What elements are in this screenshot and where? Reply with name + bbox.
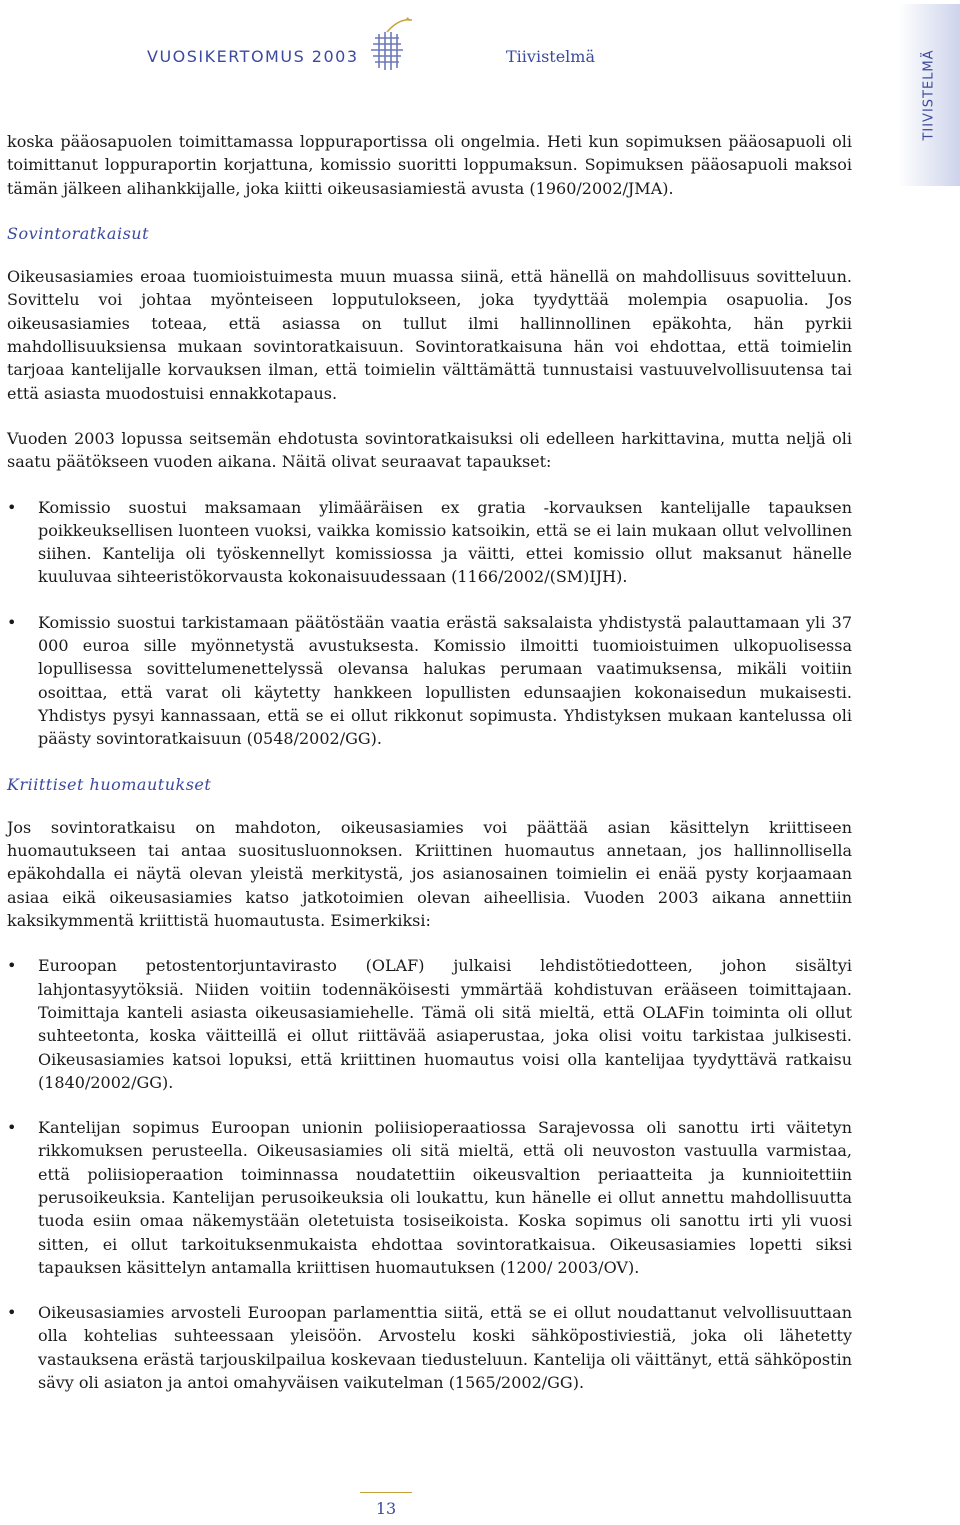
- critical-remarks-list: [7, 954, 852, 1394]
- bullet-icon: •: [7, 1118, 17, 1138]
- list-item: [7, 954, 852, 1094]
- ombudsman-logo-icon: [365, 14, 425, 76]
- bullet-icon: •: [7, 956, 17, 976]
- section-name: Tiivistelmä: [506, 47, 595, 66]
- list-item-text: Oikeusasiamies arvosteli Euroopan parlamenttia siitä, että se ei ollut noudattanut velvollisuuttaan olla kohtelias suhteessaan yleisöön. Arvostelu koski sähköpostiviestiä, joka oli lähetetty vastauksena erästä tarjouskilpailua koskevaan tiedusteluun. Kantelija oli väittänyt, että sähköpostin sävy oli asiaton ja antoi omahyväisen vaikutelman (1565/2002/GG).: [38, 1303, 852, 1393]
- bullet-icon: •: [7, 612, 17, 632]
- paragraph-continuation: koska pääosapuolen toimittamassa loppuraportissa oli ongelmia. Heti kun sopimuksen pääosapuoli oli toimittanut loppuraportin korjattuna, komissio suoritti loppumaksun. Sopimuksen pääosapuoli maksoi tämän jälkeen alihankkijalle, joka kiitti oikeusasiamiestä avusta (1960/2002/JMA).: [7, 132, 852, 198]
- page-number: 13: [360, 1492, 412, 1525]
- list-item: [7, 496, 852, 589]
- list-item: [7, 1116, 852, 1279]
- side-tab-label: TIIVISTELMÄ: [921, 49, 937, 141]
- bullet-icon: •: [7, 497, 17, 517]
- bullet-icon: •: [7, 1303, 17, 1323]
- list-item-text: Komissio suostui maksamaan ylimääräisen ex gratia -korvauksen kantelijalle tapauksen poikkeuksellisen luonteen vuoksi, vaikka komissio katsoikin, että se ei lain mukaan ollut velvollinen siihen. Kantelija oli työskennellyt komissiossa ja väitti, ettei komissio ollut maksanut hänelle kuuluvaa sihteeristökorvausta kokonaisuudessaan (1166/2002/(SM)IJH).: [38, 497, 852, 587]
- document-body: [7, 130, 852, 1416]
- paragraph-kriittiset: Jos sovintoratkaisu on mahdoton, oikeusasiamies voi päättää asian käsittelyn kriittiseen huomautukseen tai antaa suositusluonnoksen. Kriittinen huomautus annetaan, jos hallinnollisella epäkohdalla ei näytä olevan yleistä merkitystä, jos asianosainen toimielin ei enää pysty korjaamaan asiaa eikä oikeusasiamies katso jatkotoimien olevan aiheellisia. Vuoden 2003 aikana annettiin kaksikymmentä kriittistä huomautusta. Esimerkiksi:: [7, 817, 852, 931]
- list-item-text: Kantelijan sopimus Euroopan unionin poliisioperaatiossa Sarajevossa oli sanottu irti väitetyn rikkomuksen perusteella. Oikeusasiamies oli sitä mieltä, että oli neuvoston vastuulla varmistaa, että poliisioperaation toiminnassa noudatettiin oikeusvaltion periaatteita ja kunnioitettiin perusoikeuksia. Kantelijan perusoikeuksia oli loukattu, kun hänelle ei ollut annettu mahdollisuutta tuoda esiin omaa näkemystään oletetuista tosiseikoista. Koska sopimus oli sanottu irti yli vuosi sitten, ei ollut tarkoituksenmukaista ehdottaa sovintoratkaisua. Oikeusasiamies lopetti siksi tapauksen käsittelyn antamalla kriittisen huomautuksen (1200/ 2003/OV).: [38, 1118, 852, 1277]
- list-item: [7, 611, 852, 751]
- heading-sovintoratkaisut: Sovintoratkaisut: [7, 223, 150, 243]
- report-title: VUOSIKERTOMUS 2003: [147, 47, 359, 66]
- list-item-text: Komissio suostui tarkistamaan päätöstään vaatia erästä saksalaista yhdistystä palauttamaan yli 37 000 euroa sille myönnetystä avustuksesta. Komissio ilmoitti tuomioistuimen ulkopuolisessa lopullisessa sovittelumenettelyssä olevansa halukas perumaan vaatimuksensa, mikäli voitiin osoittaa, että varat oli käytetty hankkeen lopullisten edunsaajien kokonaisedun mukaisesti. Yhdistys pysyi kannassaan, että se ei ollut rikkonut sopimusta. Yhdistyksen mukaan kantelussa oli päästy sovintoratkaisuun (0548/2002/GG).: [38, 612, 852, 749]
- list-item-text: Euroopan petostentorjuntavirasto (OLAF) julkaisi lehdistötiedotteen, johon sisältyi lahjontasyytöksiä. Niiden voitiin todennäköisesti ymmärtää kohdistuvan erääseen toimittajaan. Toimittaja kanteli asiasta oikeusasiamiehelle. Tämä oli sitä mieltä, että OLAFin toiminta oli ollut suhteetonta, koska väitteillä ei ollut riittävää asiaperustaa, joka olisi voitu tarkistaa julkisesti. Oikeusasiamies katsoi lopuksi, että kriittinen huomautus voisi olla kantelijaa tyydyttävä ratkaisu (1840/2002/GG).: [38, 956, 852, 1092]
- list-item: [7, 1301, 852, 1394]
- paragraph-sovittelu: Oikeusasiamies eroaa tuomioistuimesta muun muassa siinä, että hänellä on mahdollisuus sovitteluun. Sovittelu voi johtaa myönteiseen lopputulokseen, joka tyydyttää molempia osapuolia. Jos oikeusasiamies toteaa, että asiassa on tullut ilmi hallinnollinen epäkohta, hän pyrkii mahdollisuuksiensa mukaan sovintoratkaisuun. Sovintoratkaisuna hän voi ehdottaa, että toimielin tarjoaa kantelijalle korvauksen ilman, että toimielin välttämättä tunnustaisi vastuuvelvollisuutensa tai että asiasta muodostuisi ennakkotapaus.: [7, 267, 852, 403]
- side-tab: [898, 4, 960, 186]
- heading-kriittiset-huomautukset: Kriittiset huomautukset: [7, 774, 212, 794]
- settlement-list: [7, 496, 852, 751]
- paragraph-tapaukset-intro: Vuoden 2003 lopussa seitsemän ehdotusta sovintoratkaisuksi oli edelleen harkittavina, mutta neljä oli saatu päätökseen vuoden aikana. Näitä olivat seuraavat tapaukset:: [7, 428, 852, 472]
